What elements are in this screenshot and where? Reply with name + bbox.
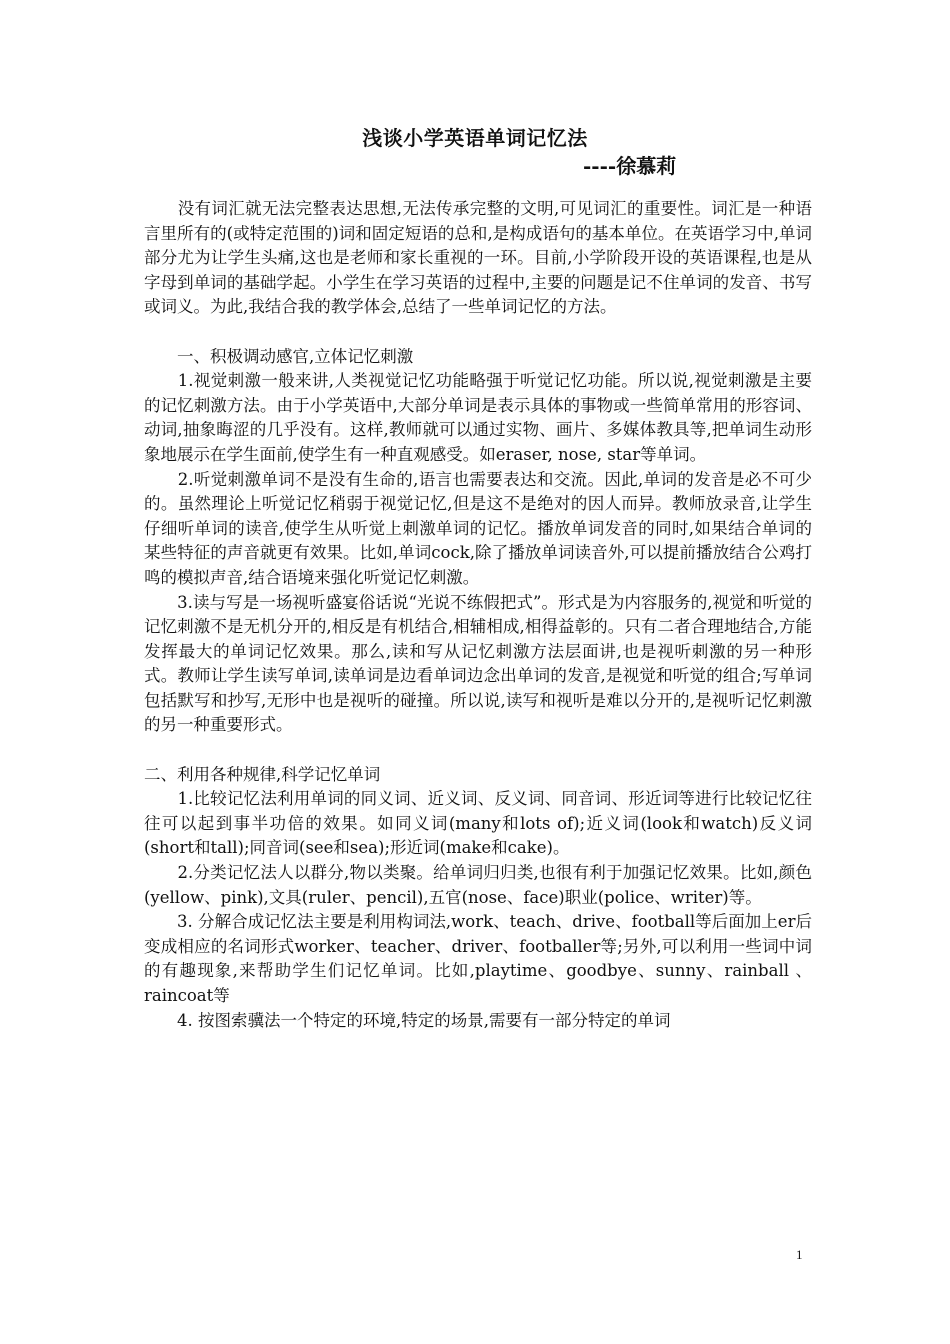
section-1-paragraph-3: 3.读与写是一场视听盛宴俗话说“光说不练假把式”。形式是为内容服务的,视觉和听觉的记忆刺激不是无机分开的,相反是有机结合,相辅相成,相得益彰的。只有二者合理地结合,方能发挥最大的单词记忆效果。那么,读和写从记忆刺激方法层面讲,也是视听刺激的另一种形式。教师让学生读写单词,读单词是边看单词边念出单词的发音,是视觉和听觉的组合;写单词包括默写和抄写,无形中也是视听的碰撞。所以说,读写和视听是难以分开的,是视听记忆刺激的另一种重要形式。 [144,592,812,735]
paragraph-gap [144,738,812,763]
paragraph-gap [144,320,812,345]
author-line: ----徐慕莉 [583,154,677,178]
section-2-heading: 二、利用各种规律,科学记忆单词 [144,764,381,784]
page-number: 1 [796,1247,803,1262]
section-2-paragraph-4: 4. 按图索骥法一个特定的环境,特定的场景,需要有一部分特定的单词 [144,1010,671,1030]
document-title: 浅谈小学英语单词记忆法 [362,126,588,150]
section-2-paragraph-3: 3. 分解合成记忆法主要是利用构词法,work、teach、drive、football等后面加上er后变成相应的名词形式worker、teacher、driver、footballer等;另外,可以利用一些词中词的有趣现象,来帮助学生们记忆单词。比如,playtime、goodbye、sunny、rainball 、raincoat等 [144,912,812,1005]
intro-paragraph: 没有词汇就无法完整表达思想,无法传承完整的文明,可见词汇的重要性。词汇是一种语言里所有的(或特定范围的)词和固定短语的总和,是构成语句的基本单位。在英语学习中,单词部分尤为让学生头痛,这也是老师和家长重视的一环。目前,小学阶段开设的英语课程,也是从字母到单词的基础学起。小学生在学习英语的过程中,主要的问题是记不住单词的发音、书写或词义。为此,我结合我的教学体会,总结了一些单词记忆的方法。 [144,199,812,317]
section-2-paragraph-2: 2.分类记忆法人以群分,物以类聚。给单词归归类,也很有利于加强记忆效果。比如,颜色(yellow、pink),文具(ruler、pencil),五官(nose、face)职业(police、writer)等。 [144,863,812,907]
section-1-paragraph-2: 2.听觉刺激单词不是没有生命的,语言也需要表达和交流。因此,单词的发音是必不可少的。虽然理论上听觉记忆稍弱于视觉记忆,但是这不是绝对的因人而异。教师放录音,让学生仔细听单词的读音,使学生从听觉上刺激单词的记忆。播放单词发音的同时,如果结合单词的某些特征的声音就更有效果。比如,单词cock,除了播放单词读音外,可以提前播放结合公鸡打鸣的模拟声音,结合语境来强化听觉记忆刺激。 [144,469,812,587]
section-1-heading: 一、积极调动感官,立体记忆刺激 [144,346,414,366]
document-body [144,197,812,1033]
section-2-paragraph-1: 1.比较记忆法利用单词的同义词、近义词、反义词、同音词、形近词等进行比较记忆往往可以起到事半功倍的效果。如同义词(many和lots of);近义词(look和watch)反义词(short和tall);同音词(see和sea);形近词(make和cake)。 [144,789,812,858]
section-1-paragraph-1: 1.视觉刺激一般来讲,人类视觉记忆功能略强于听觉记忆功能。所以说,视觉刺激是主要的记忆刺激方法。由于小学英语中,大部分单词是表示具体的事物或一些简单常用的形容词、动词,抽象晦涩的几乎没有。这样,教师就可以通过实物、画片、多媒体教具等,把单词生动形象地展示在学生面前,使学生有一种直观感受。如eraser, nose, star等单词。 [144,371,812,464]
